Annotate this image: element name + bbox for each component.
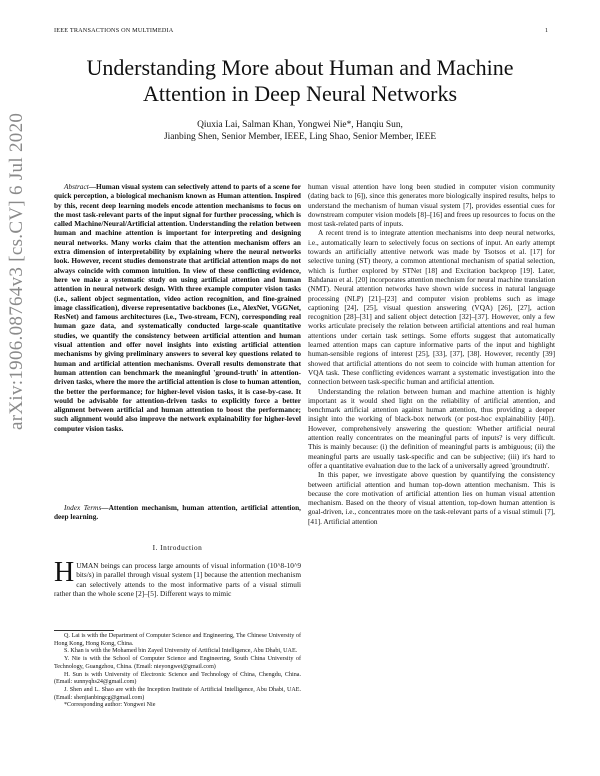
abstract-label: Abstract	[64, 182, 89, 191]
footnote: *Corresponding author: Yongwei Nie	[64, 702, 156, 709]
authors-line-1: Qiuxia Lai, Salman Khan, Yongwei Nie*, Hanqiu Sun,	[197, 120, 403, 130]
paragraph: Understanding the relation between human and machine attention is highly important as it would shed light on the reliability of artificial attention, and benchmark artificial attention against human attention, thus providing a deeper insight into the working of black-box network (or post-hoc explainability [40]). However, comprehensively answering the question: Whether artificial neural attention really concentrates on the meaningful parts of inputs? is very difficult. This is mainly because: (i) the definition of meaningful parts is ambiguous; (ii) the meaningful parts are usually task-specific and can be subjective; (iii) it's hard to offer a quantitative evaluation due to the lack of a universally agreed 'groundtruth'.	[308, 386, 555, 470]
index-terms-text: —Attention mechanism, human attention, artificial attention, deep learning.	[54, 503, 301, 522]
title-line-2: Attention in Deep Neural Networks	[142, 81, 458, 106]
intro-first-paragraph	[54, 557, 301, 598]
index-terms-label: Index Terms	[64, 503, 102, 512]
intro-text: UMAN beings can process large amounts of visual information (10^8-10^9 bits/s) in parallel through visual system [1] because the attention mechanism can selectively attends to the most informative parts of a visual stimuli rather than the whole scene [2]–[5]. Different ways to mimic	[54, 561, 301, 598]
authors	[60, 119, 540, 143]
arxiv-stamp: arXiv:1906.08764v3 [cs.CV] 6 Jul 2020	[6, 112, 27, 430]
paper-title	[40, 55, 560, 107]
abstract-text: —Human visual system can selectively attend to parts of a scene for quick perception, a biological mechanism known as Human attention. Inspired by this, recent deep learning models encode attention mechanisms to focus on the most task-relevant parts of the input signal for further processing, which is called Machine/Neural/Artificial attention. Understanding the relation between human and machine attention is important for interpreting and designing neural networks. Many works claim that the attention mechanism offers an extra dimension of interpretability by explaining where the neural networks look. However, recent studies demonstrate that artificial attention maps do not always coincide with common intuition. In view of these conflicting evidence, here we make a systematic study on using artificial attention and human attention in neural network design. With three example computer vision tasks (i.e., salient object segmentation, video action recognition, and fine-grained image classification), diverse representative backbones (i.e., AlexNet, VGGNet, ResNet) and famous architectures (i.e., Two-stream, FCN), corresponding real human gaze data, and systematically conducted large-scale quantitative studies, we quantify the consistency between artificial attention and human visual attention and offer novel insights into existing artificial attention mechanisms by giving preliminary answers to several key questions related to human and artificial attention mechanisms. Overall results demonstrate that human attention can benchmark the meaningful 'ground-truth' in attention-driven tasks, where the more the artificial attention is close to human attention, the better the performance; for higher-level vision tasks, it is case-by-case. It would be advisable for attention-driven tasks to explicitly force a better alignment between artificial and human attention to boost the performance; such alignment would also improve the network explainability for higher-level computer vision tasks.	[54, 182, 301, 433]
right-column	[308, 182, 555, 526]
paragraph: A recent trend is to integrate attention mechanisms into deep neural networks, i.e., automatically learn to selectively focus on sections of input. An early attempt towards an artificially attentive network was made by Tsotsos et al. [17] for selective tuning (ST) theory, a common attentional mechanism of spatial selection, which is further explored by STNet [18] and Excitation backprop [19]. Later, Bahdanau et al. [20] incorporates attention mechnism for neural machine translation (NMT). Neural attention networks have shown wide success in natural language processing (NLP) [21]–[23] and computer vision problems such as image captioning [24], [25], visual question answering (VQA) [26], [27], action recognition [28]–[31] and salient object detection [32]–[37]. However, only a few works articulate precisely the relation between artificial attentions and real human attentions under certain task settings. Some efforts suggest that automatically learned attention maps can capture informative parts of the input and highlight human-sensible regions of interest [25], [33], [37], [38]. However, recently [39] showed that artificial attentions do not seem to coincide with human attention for VQA task. These conflicting evidences warrant a systematic investigation into the connection between task-specific human and artificial attention.	[308, 228, 555, 387]
footnote: H. Sun is with University of Electronic Science and Technology of China, Chengdu, China. (Email: sunnyqhs24@gmail.com)	[54, 671, 301, 686]
paragraph: In this paper, we investigate above question by quantifying the consistency between artificial attention and human top-down attention mechanism. This is because the core motivation of artificial attention lies on human visual attention mechanism. Based on the theory of visual attention, top-down human attention is goal-driven, i.e., concentrates more on the task-relevant parts of a visual stimuli [7], [41]. Artificial attention	[308, 470, 555, 526]
paragraph: human visual attention have long been studied in computer vision community (dating back to [6]), since this generates more biologically inspired results, helps to understand the mechanism of human visual system [7], provides essential cues for downstream computer vision models [8]–[16] and frees up resources to focus on the most task-related parts of inputs.	[308, 182, 555, 229]
footnote: J. Shen and L. Shao are with the Inception Institute of Artificial Intelligence, Abu Dhabi, UAE. (Email: shenjianbingcg@gmail.com)	[54, 686, 301, 701]
footnote: Q. Lai is with the Department of Computer Science and Engineering, The Chinese University of Hong Kong, Hong Kong, China.	[54, 633, 301, 647]
abstract	[54, 182, 301, 433]
footnote-divider	[54, 630, 114, 631]
title-line-1: Understanding More about Human and Machine	[86, 55, 514, 80]
drop-cap: H	[54, 557, 75, 588]
footnotes	[54, 633, 301, 710]
footnote: S. Khan is with the Mohamed bin Zayed University of Artificial Intelligence, Abu Dhabi, UAE.	[64, 648, 298, 655]
index-terms	[54, 503, 301, 522]
page-number: 1	[545, 27, 549, 34]
running-header: IEEE TRANSACTIONS ON MULTIMEDIA	[54, 27, 174, 34]
footnote: Y. Nie is with the School of Computer Science and Engineering, South China University of Technology, Guangzhou, China. (Email: nieyongwei@gmail.com)	[54, 656, 301, 670]
section-heading-introduction: I. Introduction	[152, 543, 203, 552]
authors-line-2: Jianbing Shen, Senior Member, IEEE, Ling Shao, Senior Member, IEEE	[163, 132, 437, 142]
